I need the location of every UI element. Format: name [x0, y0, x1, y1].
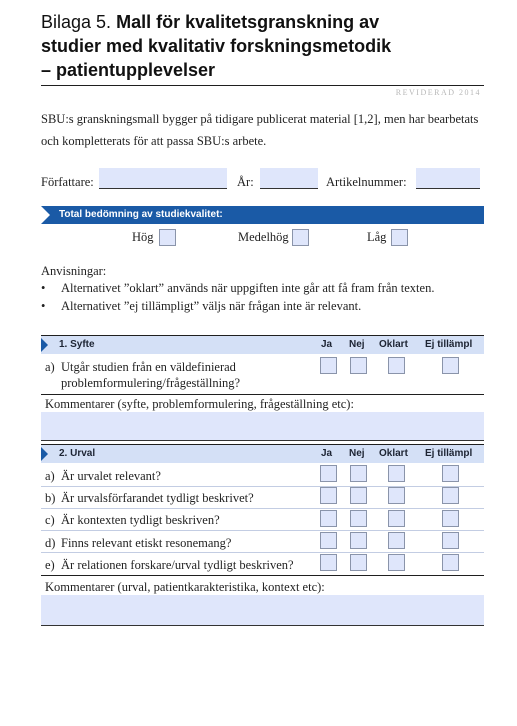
rating-high-label: Hög — [132, 230, 154, 244]
question-letter: b) — [45, 491, 56, 505]
section-2-comment-label: Kommentarer (urval, patientkarakteristika, kontext etc): — [45, 580, 325, 594]
question-row — [41, 468, 311, 486]
s2d-yes-checkbox[interactable] — [320, 532, 337, 549]
section-arrow-icon — [41, 338, 48, 352]
column-unclear: Oklart — [379, 339, 408, 350]
s1a-na-checkbox[interactable] — [442, 357, 459, 374]
section-2-comment-field[interactable] — [41, 595, 484, 626]
divider — [41, 394, 484, 395]
s2c-yes-checkbox[interactable] — [320, 510, 337, 527]
s2a-unclear-checkbox[interactable] — [388, 465, 405, 482]
document-title-line-1 — [41, 10, 379, 34]
question-text: Är urvalet relevant? — [61, 469, 161, 483]
question-letter: d) — [45, 536, 56, 550]
s2e-unclear-checkbox[interactable] — [388, 554, 405, 571]
total-assessment-title: Total bedömning av studiekvalitet: — [59, 209, 223, 220]
instruction-text: Alternativet ”ej tillämpligt” väljs när frågan inte är relevant. — [61, 299, 362, 313]
section-arrow-icon — [41, 447, 48, 461]
divider — [41, 575, 484, 576]
column-yes: Ja — [321, 339, 333, 350]
s2a-na-checkbox[interactable] — [442, 465, 459, 482]
instructions-heading: Anvisningar: — [41, 264, 107, 278]
question-letter: c) — [45, 513, 55, 527]
article-number-label: Artikelnummer: — [326, 175, 407, 189]
row-divider — [41, 508, 484, 509]
section-2-header — [41, 444, 484, 463]
section-1-comment-field[interactable] — [41, 412, 484, 441]
s2e-yes-checkbox[interactable] — [320, 554, 337, 571]
document-title-line-3 — [41, 58, 215, 82]
column-no: Nej — [349, 339, 365, 350]
year-field[interactable] — [260, 168, 318, 189]
title-text-2: studier med kvalitativ forskningsmetodik — [41, 36, 392, 56]
question-text-line-1: Utgår studien från en väldefinierad — [61, 360, 236, 374]
total-assessment-bar — [41, 206, 484, 224]
header-divider — [41, 85, 484, 86]
s1a-unclear-checkbox[interactable] — [388, 357, 405, 374]
rating-low-label: Låg — [367, 230, 387, 244]
question-row — [41, 535, 311, 553]
bullet-icon: • — [41, 299, 46, 313]
question-text: Är urvalsförfarandet tydligt beskrivet? — [61, 491, 254, 505]
question-text: Är relationen forskare/urval tydligt beskriven? — [61, 558, 294, 572]
author-label: Författare: — [41, 175, 94, 189]
question-letter: a) — [45, 469, 55, 483]
s2c-unclear-checkbox[interactable] — [388, 510, 405, 527]
question-text — [61, 359, 240, 391]
s2d-no-checkbox[interactable] — [350, 532, 367, 549]
s1a-no-checkbox[interactable] — [350, 357, 367, 374]
section-1-comment-label: Kommentarer (syfte, problemformulering, frågeställning etc): — [45, 397, 354, 411]
question-row — [41, 557, 311, 575]
column-no: Nej — [349, 448, 365, 459]
question-text: Är kontexten tydligt beskriven? — [61, 513, 220, 527]
column-not-applicable: Ej tillämpl — [425, 339, 473, 350]
question-letter: a) — [45, 360, 55, 374]
rating-low-checkbox[interactable] — [391, 229, 408, 246]
bullet-icon: • — [41, 281, 46, 295]
question-row — [41, 490, 311, 508]
question-row — [41, 359, 311, 393]
appendix-prefix: Bilaga 5. — [41, 12, 112, 32]
question-row — [41, 512, 311, 530]
s2b-no-checkbox[interactable] — [350, 487, 367, 504]
article-number-field[interactable] — [416, 168, 480, 189]
column-not-applicable: Ej tillämpl — [425, 448, 473, 459]
document-title-line-2 — [41, 34, 391, 58]
s2a-no-checkbox[interactable] — [350, 465, 367, 482]
instruction-text: Alternativet ”oklart” används när uppgiften inte går att få fram från texten. — [61, 281, 435, 295]
section-1-title: 1. Syfte — [59, 339, 95, 350]
rating-medium-label: Medelhög — [238, 230, 289, 244]
s2b-unclear-checkbox[interactable] — [388, 487, 405, 504]
intro-paragraph: SBU:s granskningsmall bygger på tidigare publicerat material [1,2], men har bearbetats och kompletterats för att passa SBU:s arbete. — [41, 112, 479, 148]
row-divider — [41, 552, 484, 553]
title-text-1: Mall för kvalitetsgranskning av — [116, 12, 380, 32]
section-1-header — [41, 335, 484, 354]
row-divider — [41, 486, 484, 487]
s2d-na-checkbox[interactable] — [442, 532, 459, 549]
s2b-yes-checkbox[interactable] — [320, 487, 337, 504]
s2c-na-checkbox[interactable] — [442, 510, 459, 527]
column-yes: Ja — [321, 448, 333, 459]
s2e-no-checkbox[interactable] — [350, 554, 367, 571]
author-field[interactable] — [99, 168, 227, 189]
question-text-line-2: problemformulering/frågeställning? — [61, 376, 241, 390]
s1a-yes-checkbox[interactable] — [320, 357, 337, 374]
arrow-icon — [41, 206, 53, 224]
column-unclear: Oklart — [379, 448, 408, 459]
s2c-no-checkbox[interactable] — [350, 510, 367, 527]
question-letter: e) — [45, 558, 55, 572]
question-text: Finns relevant etiskt resonemang? — [61, 536, 232, 550]
revision-label: REVIDERAD 2014 — [395, 88, 481, 97]
s2e-na-checkbox[interactable] — [442, 554, 459, 571]
row-divider — [41, 530, 484, 531]
rating-high-checkbox[interactable] — [159, 229, 176, 246]
year-label: År: — [237, 175, 254, 189]
s2d-unclear-checkbox[interactable] — [388, 532, 405, 549]
s2a-yes-checkbox[interactable] — [320, 465, 337, 482]
s2b-na-checkbox[interactable] — [442, 487, 459, 504]
title-text-3: – patientupplevelser — [41, 60, 216, 80]
rating-medium-checkbox[interactable] — [292, 229, 309, 246]
section-2-title: 2. Urval — [59, 448, 96, 459]
